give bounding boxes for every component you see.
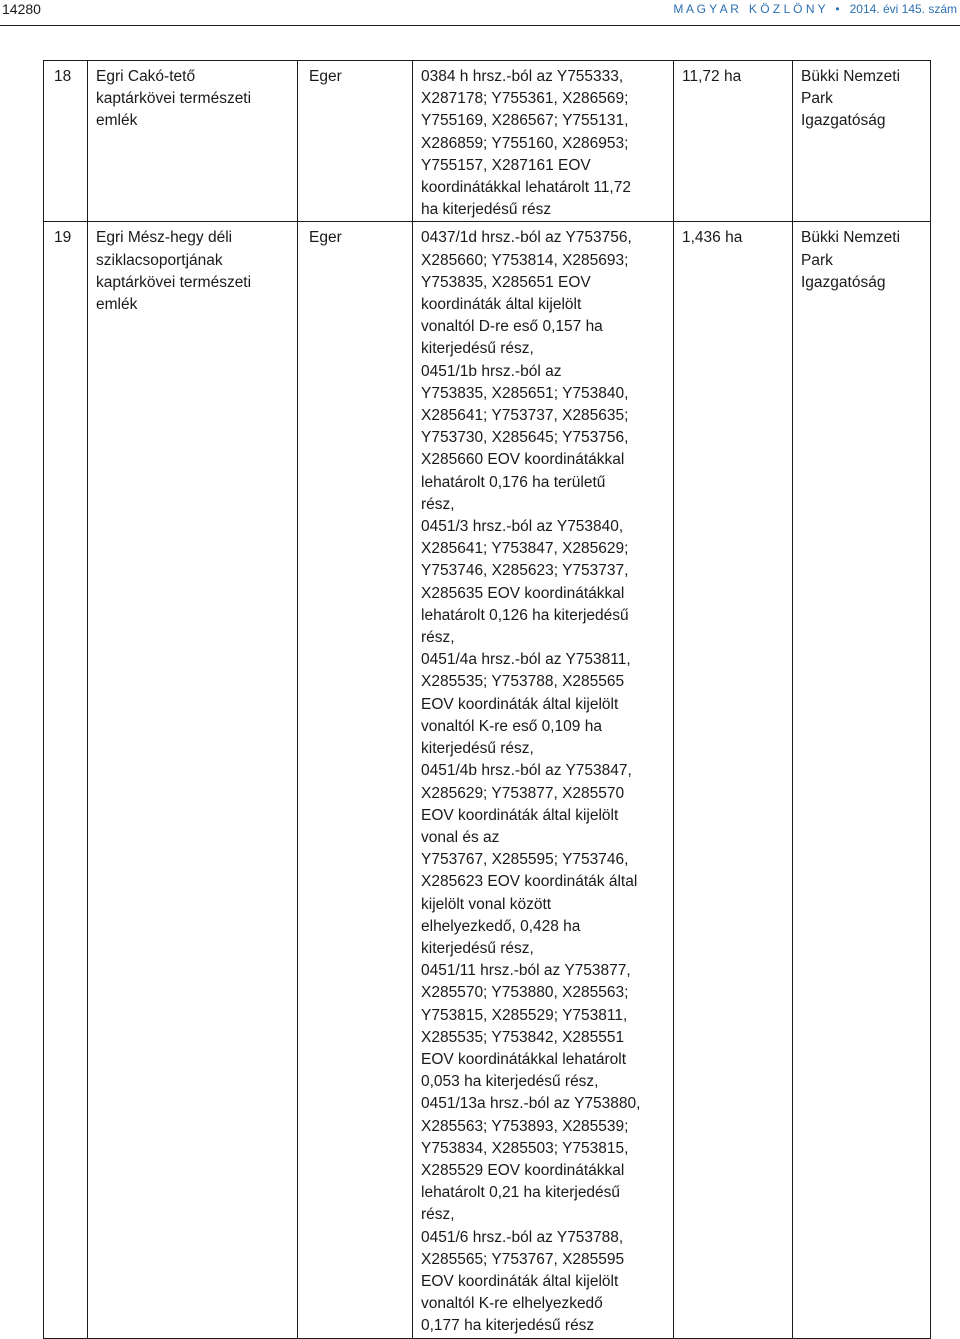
manager-cell [793, 222, 931, 1338]
parcel-description-line: 0,177 ha kiterjedésű rész [421, 1317, 595, 1335]
parcel-description-line: rész, [421, 1206, 455, 1224]
site-name-cell [88, 61, 298, 222]
area-value: 1,436 ha [682, 229, 743, 247]
parcel-description-line: ha kiterjedésű rész [421, 201, 552, 219]
parcel-description-line: Y753835, X285651 EOV [421, 273, 591, 291]
parcel-description-line: X285641; Y753847, X285629; [421, 540, 629, 558]
manager-line: Park [801, 90, 833, 108]
parcel-description-line: 0451/6 hrsz.-ból az Y753788, [421, 1228, 624, 1246]
header-rule [0, 25, 960, 26]
parcel-description-line: 0,053 ha kiterjedésű rész, [421, 1073, 599, 1091]
parcel-description-line: EOV koordináták által kijelölt [421, 1272, 619, 1290]
parcel-description-line: lehatárolt 0,126 ha kiterjedésű [421, 606, 629, 624]
parcel-description-line: 0451/1b hrsz.-ból az [421, 362, 562, 380]
manager-line: Igazgatóság [801, 112, 886, 130]
parcel-description-line: kiterjedésű rész, [421, 740, 534, 758]
site-name-line: emlék [96, 296, 138, 314]
manager-line: Park [801, 251, 833, 269]
row-number-cell [44, 61, 88, 222]
site-name-line: kaptárkövei természeti [96, 90, 252, 108]
parcel-description-line: Y753746, X285623; Y753737, [421, 562, 629, 580]
parcel-description-line: Y753834, X285503; Y753815, [421, 1139, 629, 1157]
parcel-description-line: 0437/1d hrsz.-ból az Y753756, [421, 229, 632, 247]
parcel-description-line: X287178; Y755361, X286569; [421, 90, 629, 108]
parcel-description-line: X285629; Y753877, X285570 [421, 784, 625, 802]
parcel-description-line: X285635 EOV koordinátákkal [421, 584, 625, 602]
area-cell [674, 61, 793, 222]
settlement: Eger [309, 229, 342, 247]
area-cell [674, 222, 793, 1338]
parcel-description-line: EOV koordináták által kijelölt [421, 695, 619, 713]
manager-line: Bükki Nemzeti [801, 229, 901, 247]
table-row [44, 222, 931, 1338]
parcel-description-line: rész, [421, 629, 455, 647]
parcel-description-line: 0384 h hrsz.-ból az Y755333, [421, 68, 624, 85]
parcel-description-line: lehatárolt 0,21 ha kiterjedésű [421, 1184, 621, 1202]
parcel-description-line: kijelölt vonal között [421, 895, 552, 913]
site-name-line: Egri Cakó-tető [96, 68, 196, 85]
parcel-description-line: EOV koordinátákkal lehatárolt [421, 1050, 627, 1068]
parcel-description-line: 0451/11 hrsz.-ból az Y753877, [421, 962, 631, 980]
manager-line: Igazgatóság [801, 273, 886, 291]
area-value: 11,72 ha [682, 68, 742, 85]
settlement-cell [298, 222, 413, 1338]
row-number: 18 [54, 68, 72, 85]
parcel-description-line: EOV koordináták által kijelölt [421, 806, 619, 824]
table-row [44, 61, 931, 222]
site-name-line: Egri Mész-hegy déli [96, 229, 233, 247]
site-name-line: sziklacsoportjának [96, 251, 223, 269]
parcel-description-line: X285563; Y753893, X285539; [421, 1117, 629, 1135]
parcel-description-cell [413, 61, 674, 222]
page-header [0, 0, 960, 22]
parcel-description-line: Y755169, X286567; Y755131, [421, 112, 629, 130]
parcel-description-line: vonaltól K-re elhelyezkedő [421, 1295, 603, 1313]
journal-title: M A G Y A R K Ö Z L Ö N Y • 2014. évi 145. szám [673, 2, 957, 16]
parcel-description-cell [413, 222, 674, 1338]
parcel-description-line: vonal és az [421, 828, 500, 846]
parcel-description-line: 0451/3 hrsz.-ból az Y753840, [421, 518, 624, 536]
parcel-description-line: Y753767, X285595; Y753746, [421, 851, 629, 869]
parcel-description-line: X285660 EOV koordinátákkal [421, 451, 625, 469]
parcel-description-line: X285641; Y753737, X285635; [421, 407, 629, 425]
parcel-description-line: Y753730, X285645; Y753756, [421, 429, 629, 447]
site-name-cell [88, 222, 298, 1338]
page-number: 14280 [2, 1, 41, 17]
table-body [44, 61, 931, 1339]
parcel-description-line: koordinátákkal lehatárolt 11,72 [421, 179, 631, 197]
parcel-description-line: Y753835, X285651; Y753840, [421, 384, 629, 402]
parcel-description-line: X285529 EOV koordinátákkal [421, 1161, 625, 1179]
settlement: Eger [309, 68, 342, 85]
parcel-description-line: X286859; Y755160, X286953; [421, 134, 629, 152]
parcel-description-line: elhelyezkedő, 0,428 ha [421, 917, 581, 935]
parcel-description-line: vonaltól K-re eső 0,109 ha [421, 717, 602, 735]
manager-cell [793, 61, 931, 222]
row-number: 19 [54, 229, 72, 247]
parcel-description-line: X285570; Y753880, X285563; [421, 984, 629, 1002]
site-name-line: kaptárkövei természeti [96, 273, 252, 291]
site-name-line: emlék [96, 112, 138, 130]
parcel-description-line: X285565; Y753767, X285595 [421, 1250, 625, 1268]
parcel-description-line: Y755157, X287161 EOV [421, 156, 591, 174]
parcel-description-line: Y753815, X285529; Y753811, [421, 1006, 628, 1024]
parcel-description-line: X285535; Y753788, X285565 [421, 673, 625, 691]
parcel-description-line: kiterjedésű rész, [421, 340, 534, 358]
parcel-description-line: rész, [421, 495, 455, 513]
parcel-description-line: vonaltól D-re eső 0,157 ha [421, 318, 603, 336]
row-number-cell [44, 222, 88, 1338]
parcel-description-line: koordináták által kijelölt [421, 296, 582, 314]
parcel-description-line: lehatárolt 0,176 ha területű [421, 473, 606, 491]
parcel-description-line: X285535; Y753842, X285551 [421, 1028, 625, 1046]
protected-sites-table [43, 60, 931, 1339]
parcel-description-line: X285623 EOV koordináták által [421, 873, 638, 891]
parcel-description-line: kiterjedésű rész, [421, 939, 534, 957]
manager-line: Bükki Nemzeti [801, 68, 901, 85]
parcel-description-line: X285660; Y753814, X285693; [421, 251, 629, 269]
parcel-description-line: 0451/4b hrsz.-ból az Y753847, [421, 762, 632, 780]
settlement-cell [298, 61, 413, 222]
parcel-description-line: 0451/13a hrsz.-ból az Y753880, [421, 1095, 641, 1113]
parcel-description-line: 0451/4a hrsz.-ból az Y753811, [421, 651, 631, 669]
